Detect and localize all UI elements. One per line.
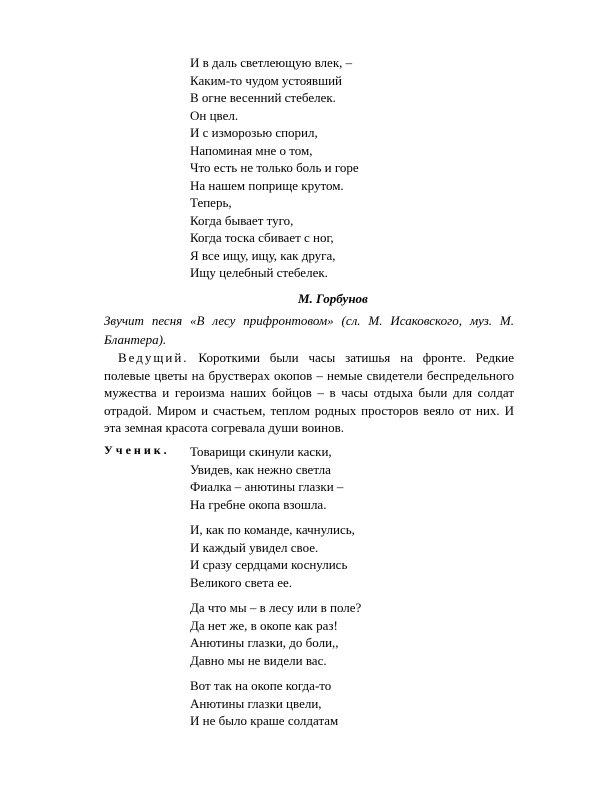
poem-gorbunov	[190, 54, 420, 282]
poem-line: Я все ищу, ищу, как друга,	[190, 247, 336, 263]
poem-line: Да что мы – в лесу или в поле?	[190, 600, 362, 615]
poem-line: Анютины глазки цвели,	[190, 695, 322, 711]
stanza	[190, 521, 430, 591]
poem-line: Великого света ее.	[190, 574, 293, 590]
poem-line: Анютины глазки, до боли,,	[190, 635, 339, 650]
poem-author-signature: М. Горбунов	[298, 291, 368, 306]
poem-line: И с изморозью спорил,	[190, 125, 318, 140]
stanza	[190, 599, 430, 669]
poem-line: Каким-то чудом устоявший	[190, 72, 342, 88]
poem-line: И не было краше солдатам	[190, 713, 339, 728]
poem-line: В огне весенний стебелек.	[190, 90, 336, 105]
stanza	[190, 677, 430, 730]
poem-line: Увидев, как нежно светла	[190, 461, 331, 477]
poem-line: Ищу целебный стебелек.	[190, 265, 328, 280]
poem-line: Он цвел.	[190, 107, 239, 123]
host-paragraph	[104, 349, 514, 437]
student-label: Ученик.	[104, 443, 170, 457]
poem-line: Фиалка – анютины глазки –	[190, 479, 344, 494]
host-label: Ведущий.	[118, 350, 189, 365]
song-note: Звучит песня «В лесу прифронтовом» (сл. М. Исаковского, муз. М. Блантера).	[104, 313, 514, 347]
poem-line: И в даль светлеющую влек, –	[190, 55, 353, 70]
poem-line: Да нет же, в окопе как раз!	[190, 617, 338, 633]
stanza	[190, 443, 430, 513]
poem-line: Что есть не только боль и горе	[190, 160, 359, 175]
poem-line: Теперь,	[190, 195, 232, 210]
poem-line: Напоминая мне о том,	[190, 142, 313, 158]
poem-line: Товарищи скинули каски,	[190, 444, 332, 459]
poem-line: И сразу сердцами коснулись	[190, 557, 348, 572]
poem-line: И каждый увидел свое.	[190, 539, 319, 555]
poem-line: Давно мы не видели вас.	[190, 652, 327, 668]
poem-line: И, как по команде, качнулись,	[190, 522, 355, 537]
poem-line: На нашем поприще крутом.	[190, 177, 344, 193]
poem-line: На гребне окопа взошла.	[190, 496, 327, 512]
poem-line: Когда тоска сбивает с ног,	[190, 230, 334, 245]
poem-line: Когда бывает туго,	[190, 212, 294, 228]
host-text: Короткими были часы затишья на фронте. Редкие полевые цветы на брустверах окопов – немые свидетели беспредельного мужества и героизма наших бойцов – в часы отдыха были для солдат отрадой. Миром и счастьем, теплом родных просторов веяло от них. И эта земная красота согревала души воинов.	[104, 350, 514, 435]
student-poem	[190, 443, 430, 738]
poem-line: Вот так на окопе когда-то	[190, 678, 332, 693]
